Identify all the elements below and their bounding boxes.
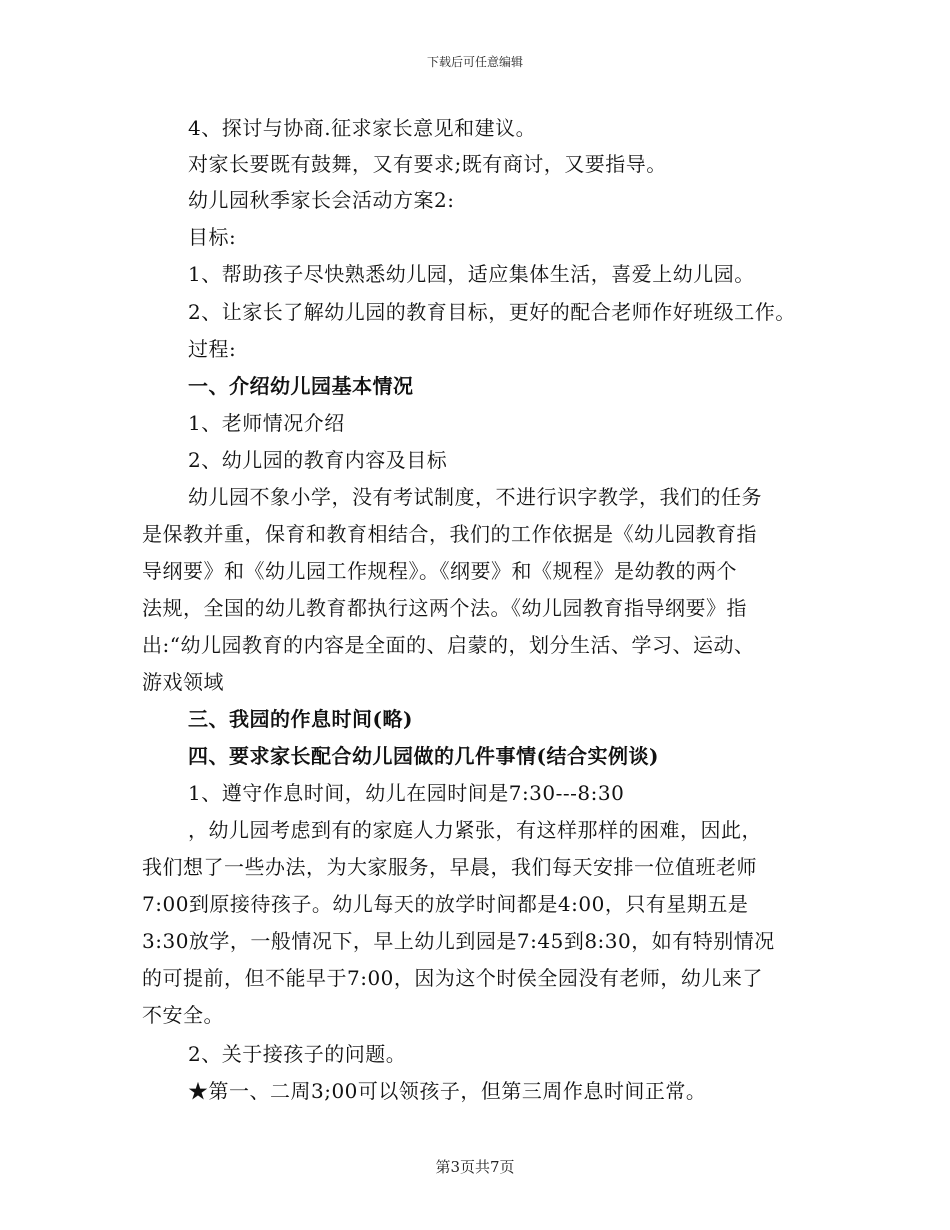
section-heading: 三、我园的作息时间(略) (188, 707, 413, 731)
paragraph-line: 幼儿园秋季家长会活动方案2: (188, 188, 455, 212)
paragraph-line: 游戏领域 (142, 670, 224, 694)
paragraph-line: ，幼儿园考虑到有的家庭人力紧张，有这样那样的困难，因此， (188, 818, 762, 842)
paragraph-line: 2、关于接孩子的问题。 (188, 1042, 407, 1066)
paragraph-line: 不安全。 (142, 1003, 224, 1027)
paragraph-line: 导纲要》和《幼儿园工作规程》。《纲要》和《规程》是幼教的两个 (142, 559, 737, 583)
paragraph-line: 对家长要既有鼓舞，又有要求;既有商讨，又要指导。 (188, 152, 667, 176)
paragraph-line: 2、让家长了解幼儿园的教育目标，更好的配合老师作好班级工作。 (188, 300, 796, 324)
section-heading: 一、介绍幼儿园基本情况 (188, 374, 414, 398)
paragraph-line: 幼儿园不象小学，没有考试制度，不进行识字教学，我们的任务 (188, 485, 762, 509)
paragraph-line: 我们想了一些办法，为大家服务，早晨，我们每天安排一位值班老师 (142, 855, 757, 879)
paragraph-line: 1、老师情况介绍 (188, 411, 345, 435)
paragraph-line: 过程: (188, 337, 237, 361)
section-heading: 四、要求家长配合幼儿园做的几件事情(结合实例谈) (188, 744, 659, 768)
paragraph-line: 出:“幼儿园教育的内容是全面的、启蒙的，划分生活、学习、运动、 (142, 633, 755, 657)
paragraph-line: 法规，全国的幼儿教育都执行这两个法。《幼儿园教育指导纲要》指 (142, 596, 747, 620)
paragraph-line: 4、探讨与协商.征求家长意见和建议。 (188, 116, 537, 140)
paragraph-line: 3:30放学，一般情况下，早上幼儿到园是7:45到8:30，如有特别情况 (142, 929, 775, 953)
paragraph-line: 是保教并重，保育和教育相结合，我们的工作依据是《幼儿园教育指 (142, 522, 757, 546)
page-footer: 第3页共7页 (435, 1158, 515, 1176)
page-header: 下载后可任意编辑 (426, 55, 523, 69)
paragraph-line: ★第一、二周3;00可以领孩子，但第三周作息时间正常。 (188, 1079, 707, 1103)
paragraph-line: 目标: (188, 225, 237, 249)
paragraph-line: 的可提前，但不能早于7:00，因为这个时侯全园没有老师，幼儿来了 (142, 966, 763, 990)
paragraph-line: 1、帮助孩子尽快熟悉幼儿园，适应集体生活，喜爱上幼儿园。 (188, 262, 755, 286)
paragraph-line: 2、幼儿园的教育内容及目标 (188, 448, 448, 472)
paragraph-line: 1、遵守作息时间，幼儿在园时间是7:30---8:30 (188, 781, 625, 805)
paragraph-line: 7:00到原接待孩子。幼儿每天的放学时间都是4:00，只有星期五是 (142, 892, 749, 916)
